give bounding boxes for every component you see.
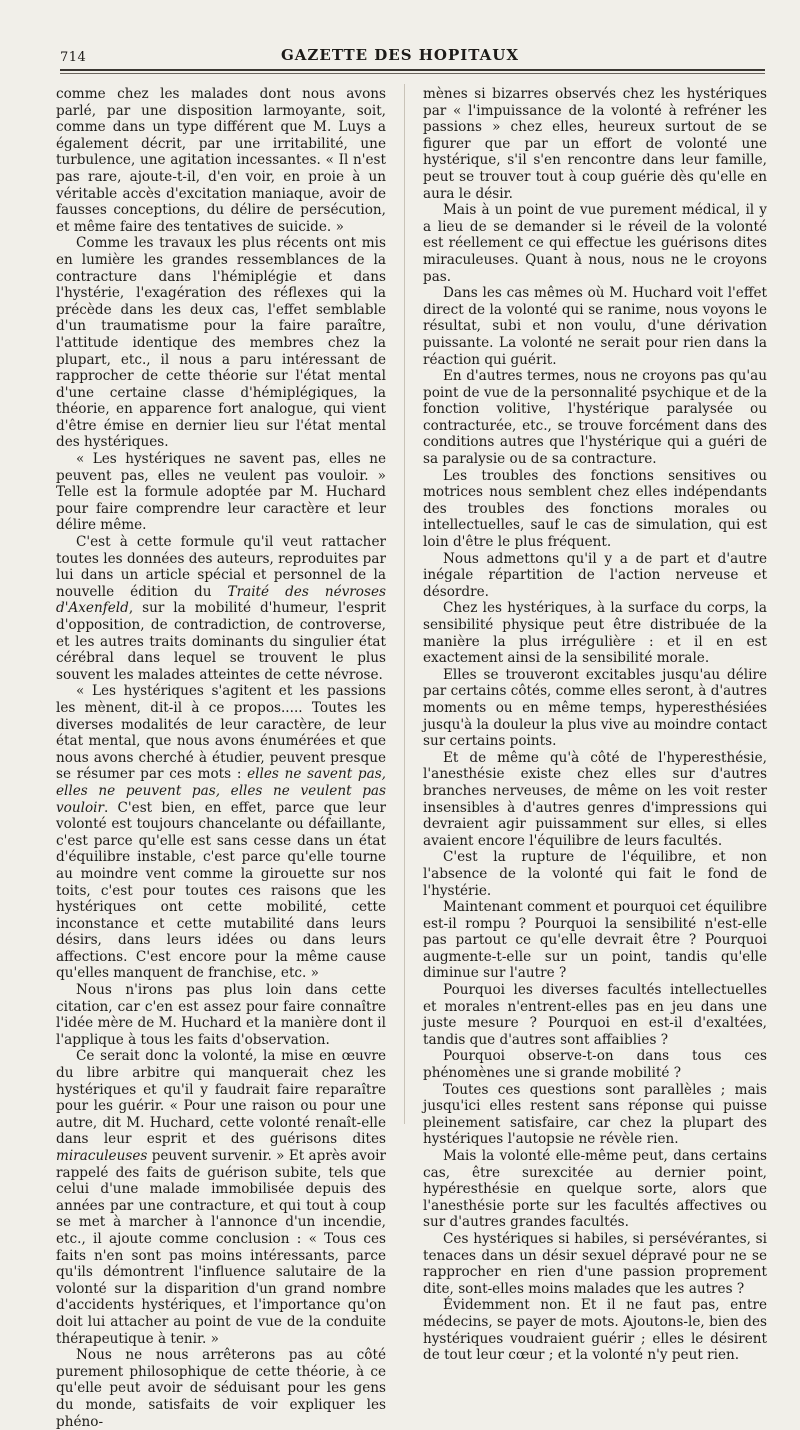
paragraph: Ces hystériques si habiles, si persévérantes, si tenaces dans un désir sexuel dépravé pour ne se rapprocher en rien d'une passion proprement dite, sont-elles moins malades que les autres ? bbox=[423, 1230, 767, 1297]
paragraph: « Les hystériques ne savent pas, elles ne peuvent pas, elles ne veulent pas vouloir. » Telle est la formule adoptée par M. Huchard pour faire comprendre leur caractère et leur délire même. bbox=[56, 451, 386, 534]
column-divider bbox=[404, 84, 405, 1124]
book-title-italic: Traité des névroses d'Axenfeld bbox=[56, 583, 386, 617]
paragraph: Nous admettons qu'il y a de part et d'autre inégale répartition de l'action nerveuse et désordre. bbox=[423, 550, 767, 600]
paragraph-text: , sur la mobilité d'humeur, l'esprit d'opposition, de contradiction, de controverse, et les autres traits dominants du singulier état cérébral dans lequel se trouvent le plus souvent les malades atteintes de cette névrose. bbox=[56, 600, 386, 683]
paragraph: Nous n'irons pas plus loin dans cette citation, car c'en est assez pour faire connaître l'idée mère de M. Huchard et la manière dont il l'applique à tous les faits d'observation. bbox=[56, 982, 386, 1048]
quote-italic: elles ne savent pas, elles ne peuvent pas, elles ne veulent pas vouloir bbox=[56, 766, 386, 816]
paragraph: Chez les hystériques, à la surface du corps, la sensibilité physique peut être distribuée de la manière la plus irrégulière : et il en est exactement ainsi de la sensibilité morale. bbox=[423, 600, 767, 667]
paragraph: mènes si bizarres observés chez les hystériques par « l'impuissance de la volonté à refréner les passions » chez elles, heureux surtout de se figurer que par un effort de volonté une hystérique, s'il s'en rencontre dans leur famille, peut se trouver tout à coup guérie dès qu'elle en aura le désir. bbox=[423, 86, 767, 202]
paragraph bbox=[56, 534, 386, 683]
paragraph: Pourquoi observe-t-on dans tous ces phénomènes une si grande mobilité ? bbox=[423, 1048, 767, 1082]
paragraph: Mais à un point de vue purement médical, il y a lieu de se demander si le réveil de la volonté est réellement ce qui effectue les guérisons dites miraculeuses. Quant à nous, nous ne le croyons pas. bbox=[423, 202, 767, 285]
right-column bbox=[423, 86, 767, 1364]
paragraph: Elles se trouveront excitables jusqu'au délire par certains côtés, comme elles seront, à d'autres moments ou en même temps, hyperesthésiées jusqu'à la douleur la plus vive au moindre contact sur certains points. bbox=[423, 666, 768, 750]
paragraph-text: peuvent survenir. » Et après avoir rappelé des faits de guérison subite, tels que celui d'une malade immobilisée depuis des années par une contracture, et qui tout à coup se met à marcher à l'annonce d'un incendie, etc., il ajoute comme conclusion : « Tous ces faits n'en sont pas moins intéressants, parce qu'ils démontrent l'influence salutaire de la volonté sur la disparition d'un grand nombre d'accidents hystériques, et l'importance qu'on doit lui attacher au point de vue de la conduite thérapeutique à tenir. » bbox=[56, 1148, 386, 1347]
word-italic: miraculeuses bbox=[56, 1148, 148, 1164]
page-number: 714 bbox=[60, 50, 87, 65]
page-header bbox=[0, 0, 800, 70]
paragraph: Maintenant comment et pourquoi cet équilibre est-il rompu ? Pourquoi la sensibilité n'est-elle pas partout ce qu'elle devrait être ? Pourquoi augmente-t-elle sur un point, tandis qu'elle diminue sur l'autre ? bbox=[423, 899, 767, 982]
paragraph: Les troubles des fonctions sensitives ou motrices nous semblent chez elles indépendants des troubles des fonctions morales ou intellectuelles, sauf le cas de simulation, qui est loin d'être le plus fréquent. bbox=[423, 467, 767, 551]
paragraph: Comme les travaux les plus récents ont mis en lumière les grandes ressemblances de la contracture dans l'hémiplégie et dans l'hystérie, l'exagération des réflexes qui la précède dans les deux cas, l'effet semblable d'un traumatisme pour la faire paraître, l'attitude identique des membres chez la plupart, etc., il nous a paru intéressant de rapprocher de cette théorie sur l'état mental d'une certaine classe d'hémiplégiques, la théorie, en apparence fort analogue, qui vient d'être émise en dernier lieu sur l'état mental des hystériques. bbox=[56, 235, 386, 451]
journal-title: GAZETTE DES HOPITAUX bbox=[280, 46, 519, 64]
paragraph: Et de même qu'à côté de l'hyperesthésie, l'anesthésie existe chez elles sur d'autres branches nerveuses, de même on les voit rester insensibles à d'autres genres d'impressions qui devraient agir puissamment sur elles, si elles avaient encore l'équilibre de leurs facultés. bbox=[423, 749, 767, 849]
paragraph-text: « Les hystériques s'agitent et les passions les mènent, dit-il à ce propos..... Toutes les diverses modalités de leur caractère, de leur état mental, que nous avons énumérées et que nous avons cherché à étudier, peuvent presque se résumer par ces mots : bbox=[56, 683, 386, 783]
left-column bbox=[56, 86, 386, 1430]
paragraph-text: Ce serait donc la volonté, la mise en œuvre du libre arbitre qui manquerait chez les hystériques et qu'il y faudrait faire reparaître pour les guérir. « Pour une raison ou pour une autre, dit M. Huchard, cette volonté renaît-elle dans leur esprit et des guérisons dites bbox=[56, 1048, 386, 1148]
paragraph-text: . C'est bien, en effet, parce que leur volonté est toujours chancelante ou défaillante, c'est parce qu'elle est sans cesse dans un état d'équilibre instable, c'est parce qu'elle tourne au moindre vent comme la girouette sur nos toits, c'est pour toutes ces raisons que les hystériques ont cette mobilité, cette inconstance et cette mutabilité dans leurs désirs, dans leurs idées ou dans leurs affections. C'est encore pour la même cause qu'elles manquent de franchise, etc. » bbox=[56, 799, 386, 982]
paragraph: Pourquoi les diverses facultés intellectuelles et morales n'entrent-elles pas en jeu dans une juste mesure ? Pourquoi en est-il d'exaltées, tandis que d'autres sont affaiblies ? bbox=[423, 982, 767, 1048]
paragraph: Évidemment non. Et il ne faut pas, entre médecins, se payer de mots. Ajoutons-le, bien des hystériques voudraient guérir ; elles le désirent de tout leur cœur ; et la volonté n'y peut rien. bbox=[423, 1297, 767, 1364]
paragraph: Nous ne nous arrêterons pas au côté purement philosophique de cette théorie, à ce qu'elle peut avoir de séduisant pour les gens du monde, satisfaits de voir expliquer les phéno- bbox=[56, 1347, 386, 1430]
header-rule-thin bbox=[60, 73, 765, 74]
paragraph: C'est la rupture de l'équilibre, et non l'absence de la volonté qui fait le fond de l'hystérie. bbox=[423, 849, 767, 899]
paragraph bbox=[56, 683, 386, 982]
paragraph-text: C'est à cette formule qu'il veut rattacher toutes les données des auteurs, reproduites par lui dans un article spécial et personnel de la nouvelle édition du bbox=[56, 534, 386, 600]
paragraph: Dans les cas mêmes où M. Huchard voit l'effet direct de la volonté qui se ranime, nous voyons le résultat, subi et non voulu, d'une dérivation puissante. La volonté ne serait pour rien dans la réaction qui guérit. bbox=[423, 285, 767, 368]
header-rule-thick bbox=[60, 69, 765, 71]
paragraph bbox=[56, 1048, 386, 1347]
paragraph: En d'autres termes, nous ne croyons pas qu'au point de vue de la personnalité psychique et de la fonction volitive, l'hystérique paralysée ou contracturée, etc., se trouve forcément dans des conditions autres que l'hystérique qui a guéri de sa paralysie ou de sa contracture. bbox=[423, 368, 767, 468]
paragraph: Toutes ces questions sont parallèles ; mais jusqu'ici elles restent sans réponse qui puisse pleinement satisfaire, car chez la plupart des hystériques l'autopsie ne révèle rien. bbox=[423, 1081, 767, 1148]
paragraph: comme chez les malades dont nous avons parlé, par une disposition larmoyante, soit, comme dans un type différent que M. Luys a également décrit, par une irritabilité, une turbulence, une agitation incessantes. « Il n'est pas rare, ajoute-t-il, d'en voir, en proie à un véritable accès d'excitation maniaque, avoir de fausses conceptions, du délire de persécution, et même faire des tentatives de suicide. » bbox=[56, 86, 386, 235]
paragraph: Mais la volonté elle-même peut, dans certains cas, être surexcitée au dernier point, hypéresthésie en quelque sorte, alors que l'anesthésie porte sur les facultés affectives ou sur d'autres grandes facultés. bbox=[423, 1148, 767, 1231]
